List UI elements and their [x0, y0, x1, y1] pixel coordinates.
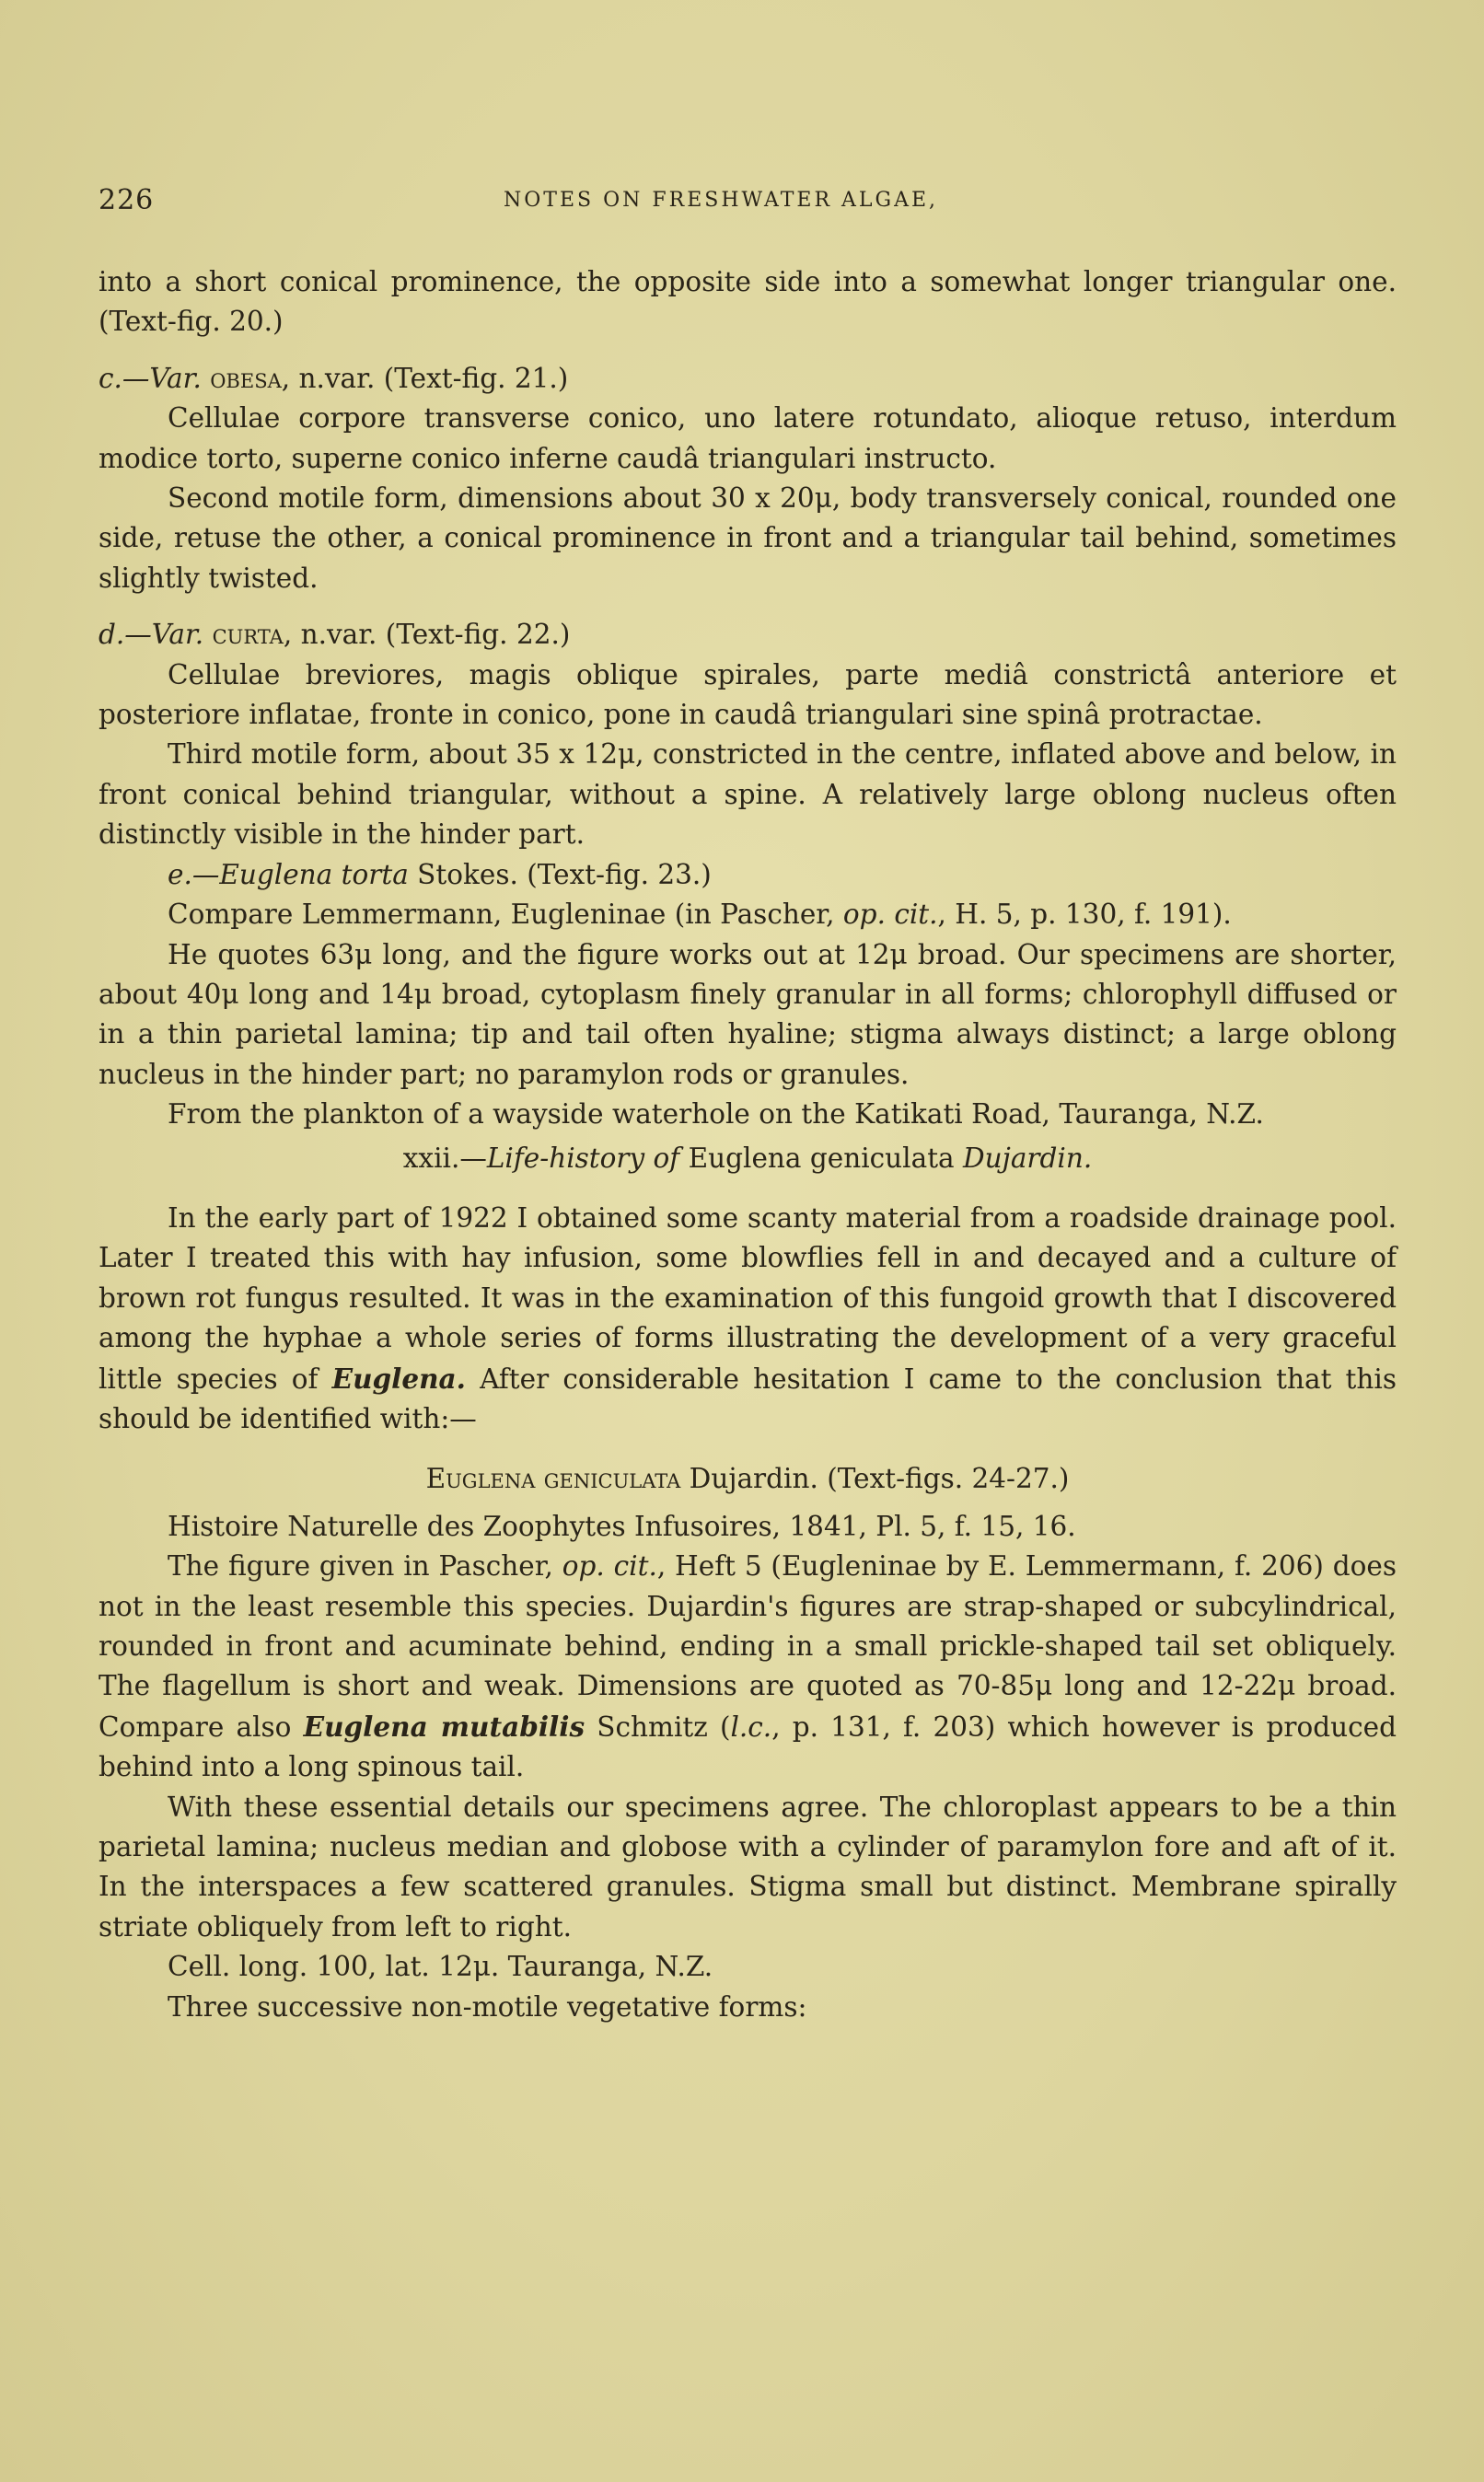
essential-details: With these essential details our specimens agree. The chloroplast appears to be a thin parietal lamina; nucleus median and globose with a cylinder of paramylon fore and aft of it. In the interspaces a few scattered granules. Stigma small but distinct. Membrane spirally striate obliquely from left to right. — [99, 1791, 1397, 1943]
variety-e-label: e.— — [168, 858, 220, 890]
variety-c-name: obesa — [210, 362, 282, 394]
compare-text: Compare Lemmermann, Eugleninae (in Pascher, — [168, 899, 843, 931]
variety-d-label: d.—Var. — [99, 619, 204, 651]
figure-text-1: The figure given in Pascher, — [168, 1550, 562, 1583]
species-heading — [99, 1459, 1397, 1499]
section-species: Euglena geniculata — [679, 1142, 964, 1174]
variety-c-latin: Cellulae corpore transverse conico, uno latere rotundato, alioque retuso, interdum modice torto, superne conico inferne caudâ triangulari instructo. — [99, 402, 1397, 474]
cell-dimensions: Cell. long. 100, lat. 12μ. Tauranga, N.Z. — [168, 1951, 713, 1983]
variety-e-description: He quotes 63μ long, and the figure works out at 12μ broad. Our specimens are shorter, about 40μ long and 14μ broad, cytoplasm finely granular in all forms; chlorophyll diffused or in a thin parietal lamina; tip and tail often hyaline; stigma always distinct; a large oblong nucleus in the hinder part; no paramylon rods or granules. — [99, 938, 1397, 1090]
running-head: NOTES ON FRESHWATER ALGAE, — [504, 189, 939, 212]
variety-c-english: Second motile form, dimensions about 30 x 20μ, body transversely conical, rounded one side, retuse the other, a conical prominence in front and a triangular tail behind, sometimes slightly twisted. — [99, 482, 1397, 594]
page-number: 226 — [99, 184, 155, 216]
section-italic: Life-history of — [486, 1142, 680, 1174]
section-author: Dujardin. — [963, 1142, 1093, 1174]
variety-e-locality: From the plankton of a wayside waterhole on the Katikati Road, Tauranga, N.Z. — [168, 1098, 1264, 1131]
variety-d-name: curta — [212, 619, 284, 651]
species-heading-rest: Dujardin. (Text-figs. 24-27.) — [680, 1463, 1070, 1495]
figure-italic-2: Euglena mutabilis — [303, 1710, 585, 1743]
variety-e-heading-rest: Stokes. (Text-fig. 23.) — [408, 858, 712, 890]
body-text — [99, 262, 1397, 2027]
variety-d-latin: Cellulae breviores, magis oblique spirales, parte mediâ constrictâ anteriore et posteriore inflatae, fronte in conico, pone in caudâ triangulari sine spinâ protractae. — [99, 658, 1397, 731]
compare-text-end: , H. 5, p. 130, f. 191). — [937, 899, 1232, 931]
figure-italic-3: l.c. — [730, 1711, 772, 1743]
non-motile-forms: Three successive non-motile vegetative forms: — [168, 1990, 807, 2023]
page-header — [99, 184, 1406, 230]
intro-genus: Euglena. — [331, 1362, 466, 1395]
variety-e-name: Euglena torta — [219, 858, 409, 890]
figure-text-3: Schmitz ( — [585, 1711, 731, 1743]
species-name: Euglena geniculata — [425, 1463, 681, 1495]
section-number: xxii.— — [402, 1142, 487, 1174]
figure-discussion — [99, 1547, 1397, 1787]
paragraph-continuation: into a short conical prominence, the opposite side into a somewhat longer triangular one. (Text-fig. 20.) — [99, 266, 1397, 338]
variety-d-english: Third motile form, about 35 x 12μ, constricted in the centre, inflated above and below, in front conical behind triangular, without a spine. A relatively large oblong nucleus often distinctly visible in the hinder part. — [99, 738, 1397, 851]
histoire-reference: Histoire Naturelle des Zoophytes Infusoires, 1841, Pl. 5, f. 15, 16. — [168, 1510, 1076, 1542]
variety-e-heading — [99, 855, 1397, 895]
section-xxii-title — [99, 1139, 1397, 1178]
figure-text-4: , p. 131, f. 203) which however is produced behind into a long spinous tail. — [99, 1711, 1397, 1783]
xxii-intro — [99, 1199, 1397, 1439]
figure-italic-1: op. cit. — [562, 1550, 657, 1583]
variety-d-heading — [99, 615, 1397, 655]
intro-text: In the early part of 1922 I obtained some scanty material from a roadside drainage pool. Later I treated this with hay infusion, some blowflies fell in and decayed and a culture of brown rot fungus resulted. It was in the examination of this fungoid growth that I discovered among the hyphae a whole series of forms illustrating the development of a very graceful little species of — [99, 1201, 1397, 1395]
variety-c-label: c.—Var. — [99, 362, 202, 394]
figure-text-2: , Heft 5 (Eugleninae by E. Lemmermann, f. 206) does not in the least resemble this species. Dujardin's figures are strap-shaped or subcylindrical, rounded in front and acuminate behind, ending in a small prickle-shaped tail set obliquely. The flagellum is short and weak. Dimensions are quoted as 70-85μ long and 12-22μ broad. Compare also — [99, 1550, 1397, 1743]
variety-e-compare — [99, 895, 1397, 934]
compare-italic: op. cit. — [842, 899, 938, 931]
variety-d-heading-rest: , n.var. (Text-fig. 22.) — [283, 619, 571, 651]
variety-c-heading-rest: , n.var. (Text-fig. 21.) — [281, 362, 569, 394]
intro-text-end: After considerable hesitation I came to the conclusion that this should be identified with:— — [99, 1363, 1397, 1434]
variety-c-heading — [99, 359, 1397, 399]
